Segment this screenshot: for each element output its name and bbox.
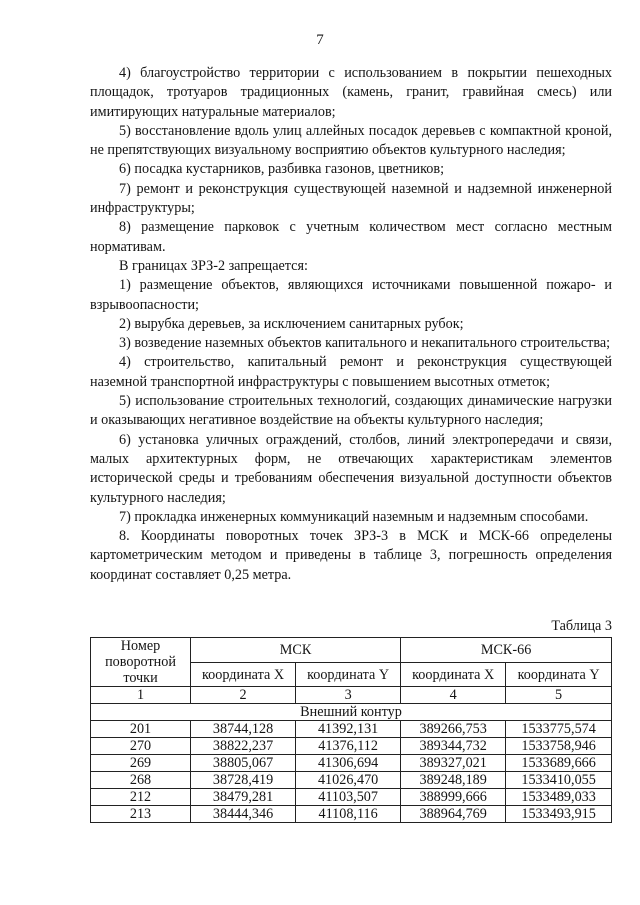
- cell-point: 212: [91, 789, 191, 806]
- paragraph: 8. Координаты поворотных точек ЗРЗ-3 в МСК и МСК-66 определены картометрическим методом и приведены в таблице 3, погрешность определения координат составляет 0,25 метра.: [90, 528, 612, 583]
- cell-msk66-x: 389344,732: [401, 738, 506, 755]
- cell-msk66-y: 1533410,055: [506, 772, 612, 789]
- table-row: [91, 755, 612, 772]
- header-point-number: Номер поворотной точки: [91, 638, 191, 687]
- paragraph: 2) вырубка деревьев, за исключением санитарных рубок;: [119, 315, 464, 332]
- cell-msk-x: 38822,237: [191, 738, 296, 755]
- cell-point: 201: [91, 721, 191, 738]
- cell-msk-x: 38728,419: [191, 772, 296, 789]
- header-msk66: МСК-66: [401, 638, 612, 663]
- table-header-row: [91, 638, 612, 663]
- cell-point: 268: [91, 772, 191, 789]
- paragraph: 4) строительство, капитальный ремонт и реконструкция существующей наземной транспортной инфраструктуры с повышением высотных отметок;: [90, 354, 612, 390]
- paragraph: 4) благоустройство территории с использованием в покрытии пешеходных площадок, тротуаров традиционных (камень, гранит, гравийная смесь) или имитирующих натуральные материалов;: [90, 65, 612, 120]
- paragraph: В границах ЗРЗ-2 запрещается:: [119, 257, 308, 274]
- body-text: [90, 64, 612, 585]
- header-msk-y: координата Y: [296, 663, 401, 687]
- paragraph: 1) размещение объектов, являющихся источниками повышенной пожаро- и взрывоопасности;: [90, 277, 612, 313]
- cell-msk-y: 41108,116: [296, 806, 401, 823]
- cell-msk-x: 38444,346: [191, 806, 296, 823]
- cell-point: 213: [91, 806, 191, 823]
- cell-msk-y: 41103,507: [296, 789, 401, 806]
- paragraph: 6) установка уличных ограждений, столбов, линий электропередачи и связи, малых архитектурных форм, не отвечающих характеристикам элементов исторической среды и требованиям обеспечения визуальной доступности объектов культурного наследия;: [90, 431, 612, 506]
- cell-msk-y: 41392,131: [296, 721, 401, 738]
- paragraph: 7) ремонт и реконструкция существующей наземной и надземной инженерной инфраструктуры;: [90, 180, 612, 217]
- cell-msk66-x: 389248,189: [401, 772, 506, 789]
- cell-msk-y: 41376,112: [296, 738, 401, 755]
- cell-point: 269: [91, 755, 191, 772]
- cell-msk66-x: 389266,753: [401, 721, 506, 738]
- paragraph: 7) прокладка инженерных коммуникаций наземным и надземным способами.: [119, 508, 589, 525]
- cell-msk66-y: 1533758,946: [506, 738, 612, 755]
- table-row: [91, 806, 612, 823]
- table-row: [91, 772, 612, 789]
- column-number: 1: [91, 687, 191, 704]
- paragraph: 8) размещение парковок с учетным количеством мест согласно местным нормативам.: [90, 219, 612, 255]
- paragraph: 5) восстановление вдоль улиц аллейных посадок деревьев с компактной кроной, не препятствующих визуальному восприятию объектов культурного наследия;: [90, 122, 612, 159]
- cell-msk-y: 41306,694: [296, 755, 401, 772]
- table-row: [91, 721, 612, 738]
- cell-msk66-x: 388964,769: [401, 806, 506, 823]
- table-caption: Таблица 3: [551, 618, 612, 634]
- section-title: Внешний контур: [91, 704, 612, 721]
- column-number: 4: [401, 687, 506, 704]
- column-number: 2: [191, 687, 296, 704]
- header-msk66-y: координата Y: [506, 663, 612, 687]
- paragraph: 5) использование строительных технологий, создающих динамические нагрузки и оказывающих негативное воздействие на объекты культурного наследия;: [90, 393, 612, 429]
- cell-msk66-y: 1533489,033: [506, 789, 612, 806]
- page-number: 7: [316, 32, 324, 48]
- column-number-row: [91, 687, 612, 704]
- cell-msk66-y: 1533689,666: [506, 755, 612, 772]
- cell-msk-x: 38744,128: [191, 721, 296, 738]
- paragraph: 6) посадка кустарников, разбивка газонов, цветников;: [119, 161, 445, 178]
- cell-msk-x: 38805,067: [191, 755, 296, 772]
- header-msk-x: координата X: [191, 663, 296, 687]
- cell-msk-y: 41026,470: [296, 772, 401, 789]
- cell-msk66-y: 1533775,574: [506, 721, 612, 738]
- column-number: 3: [296, 687, 401, 704]
- cell-msk66-y: 1533493,915: [506, 806, 612, 823]
- paragraph: 3) возведение наземных объектов капитального и некапитального строительства;: [119, 335, 611, 352]
- coordinates-table: [90, 637, 612, 823]
- table-row: [91, 789, 612, 806]
- cell-msk-x: 38479,281: [191, 789, 296, 806]
- header-msk66-x: координата X: [401, 663, 506, 687]
- cell-point: 270: [91, 738, 191, 755]
- cell-msk66-x: 389327,021: [401, 755, 506, 772]
- column-number: 5: [506, 687, 612, 704]
- table-row: [91, 738, 612, 755]
- header-msk: МСК: [191, 638, 401, 663]
- cell-msk66-x: 388999,666: [401, 789, 506, 806]
- section-row: [91, 704, 612, 721]
